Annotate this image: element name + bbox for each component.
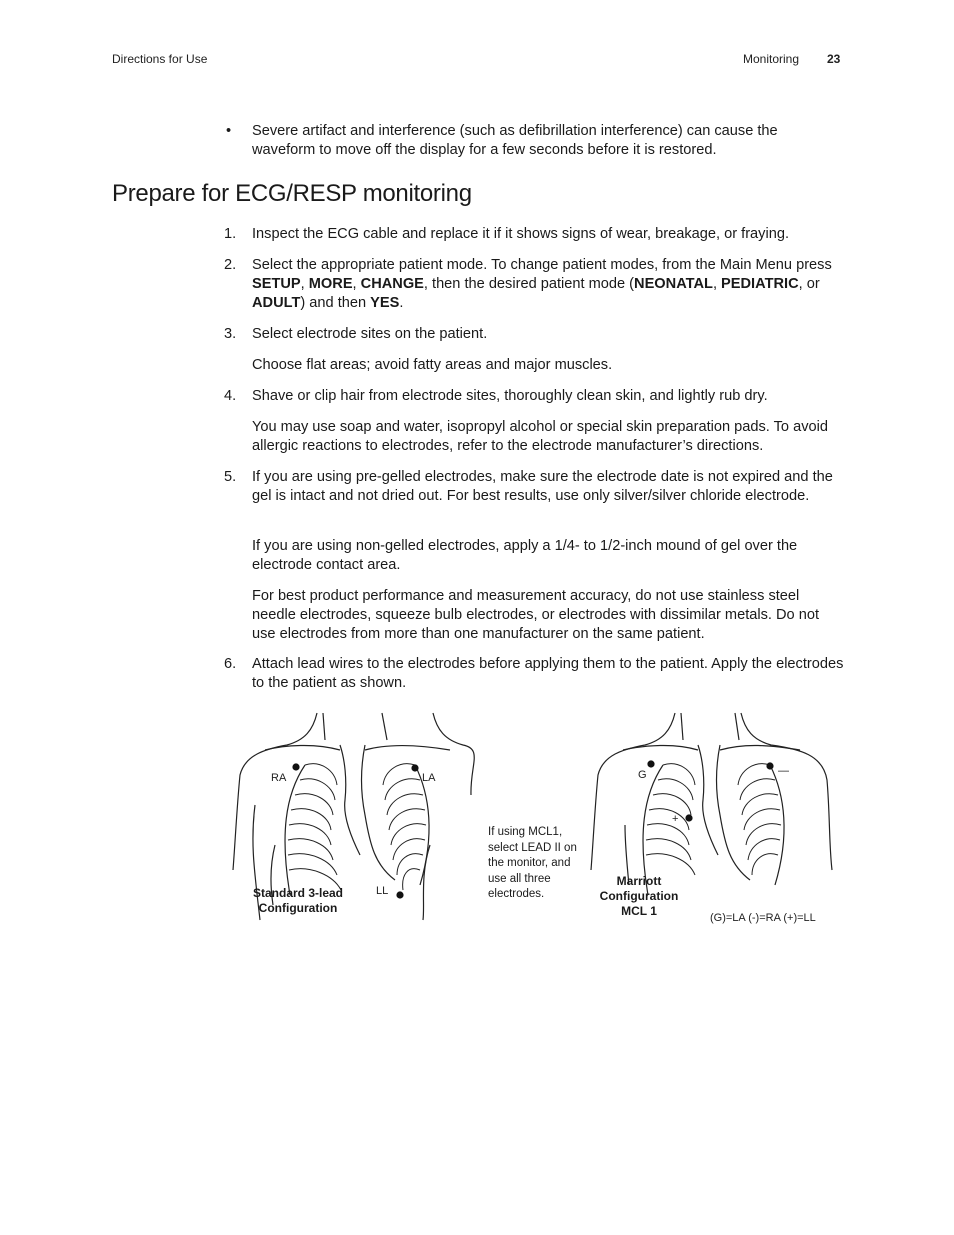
bullet-text: Severe artifact and interference (such as defibrillation interference) can cause the waveform to move off the display for a few seconds before it is restored. — [252, 123, 778, 158]
section-heading: Prepare for ECG/RESP monitoring — [112, 180, 472, 207]
step-number: 5. — [224, 469, 237, 485]
label-ra: RA — [271, 772, 287, 784]
key-setup: SETUP — [252, 276, 301, 292]
electrode-ra — [292, 763, 299, 770]
label-ll: LL — [376, 885, 389, 897]
running-header-section: Monitoring — [743, 52, 800, 66]
step-text: Shave or clip hair from electrode sites, thoroughly clean skin, and lightly rub dry. — [252, 388, 768, 404]
step-number: 3. — [224, 326, 237, 342]
running-header-title: Directions for Use — [112, 52, 208, 66]
key-more: MORE — [308, 276, 353, 292]
step-subtext: For best product performance and measurement accuracy, do not use stainless steel needle electrodes, squeeze bulb electrodes, or electrodes with dissimilar metals. Do not use electrodes from more than one manufacturer on the same patient. — [252, 588, 820, 642]
step-number: 2. — [224, 257, 237, 273]
step-text: Select the appropriate patient mode. To change patient modes, from the Main Menu press SETUP, MORE, CHANGE, then the desired patient mode (NEONATAL, PEDIATRIC, or ADULT) and then YES. — [252, 257, 832, 311]
mcl1-note: If using MCL1, select LEAD II on the monitor, and use all three electrodes. — [488, 826, 577, 900]
label-minus: — — [778, 765, 789, 777]
step-text: If you are using pre-gelled electrodes, make sure the electrode date is not expired and the gel is intact and not dried out. For best results, use only silver/silver chloride electrode. — [252, 469, 833, 504]
step-subtext: Choose flat areas; avoid fatty areas and major muscles. — [252, 357, 613, 373]
key-yes: YES — [370, 295, 400, 311]
step-text: Inspect the ECG cable and replace it if it shows signs of wear, breakage, or fraying. — [252, 226, 790, 242]
label-plus: + — [672, 813, 679, 825]
step-subtext: You may use soap and water, isopropyl alcohol or special skin preparation pads. To avoid allergic reactions to electrodes, refer to the electrode manufacturer’s directions. — [252, 419, 828, 454]
key-change: CHANGE — [360, 276, 424, 292]
step-number: 1. — [224, 226, 237, 242]
electrode-la — [411, 764, 418, 771]
step-number: 4. — [224, 388, 237, 404]
electrode-minus — [766, 762, 773, 769]
label-la: LA — [422, 772, 436, 784]
electrode-legend: (G)=LA (-)=RA (+)=LL — [710, 912, 816, 924]
caption-standard-3-lead: Standard 3-lead Configuration — [252, 886, 344, 915]
bullet-marker: • — [226, 123, 232, 139]
page-number: 23 — [827, 52, 841, 66]
right-torso-outline — [591, 713, 832, 895]
step-number: 6. — [224, 656, 237, 672]
step-text: Select electrode sites on the patient. — [252, 326, 488, 342]
electrode-placement-figure — [225, 705, 845, 940]
electrode-ll — [396, 891, 403, 898]
key-neonatal: NEONATAL — [634, 276, 713, 292]
step-subtext: If you are using non-gelled electrodes, apply a 1/4- to 1/2-inch mound of gel over the electrode contact area. — [252, 538, 798, 573]
key-adult: ADULT — [252, 295, 301, 311]
label-g: G — [638, 769, 647, 781]
electrode-g — [647, 760, 654, 767]
right-ribs — [646, 764, 781, 875]
step-text: Attach lead wires to the electrodes before applying them to the patient. Apply the electrodes to the patient as shown. — [252, 656, 844, 691]
left-ribs — [288, 764, 426, 890]
key-pediatric: PEDIATRIC — [721, 276, 799, 292]
electrode-plus — [685, 814, 692, 821]
caption-marriott-mcl1: Marriott Configuration MCL 1 — [599, 874, 679, 918]
